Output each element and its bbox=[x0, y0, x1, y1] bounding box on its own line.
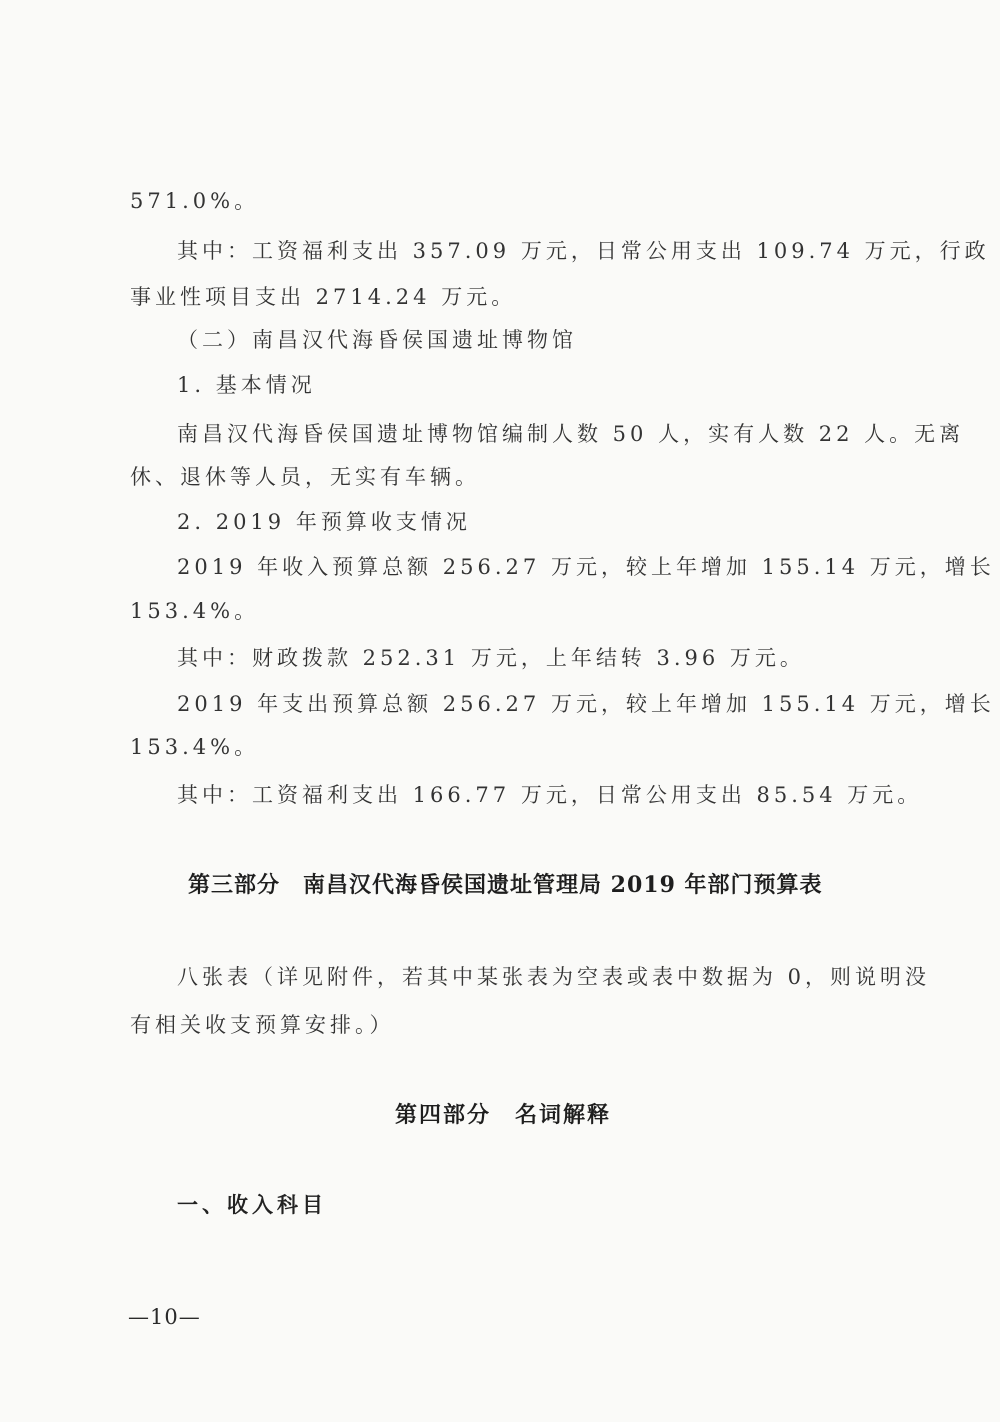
section-item-title: 2. 2019 年预算收支情况 bbox=[177, 510, 471, 534]
paragraph-line: 八张表（详见附件，若其中某张表为空表或表中数据为 0，则说明没 bbox=[177, 965, 931, 989]
section-item-title: 1. 基本情况 bbox=[177, 373, 316, 397]
paragraph-line: 休、退休等人员，无实有车辆。 bbox=[130, 465, 480, 489]
page-number: —10— bbox=[128, 1305, 201, 1329]
paragraph-line: 其中：财政拨款 252.31 万元，上年结转 3.96 万元。 bbox=[177, 646, 805, 670]
paragraph-line: 其中：工资福利支出 166.77 万元，日常公用支出 85.54 万元。 bbox=[177, 783, 923, 807]
paragraph-line: 2019 年收入预算总额 256.27 万元，较上年增加 155.14 万元，增长 bbox=[177, 555, 995, 579]
paragraph-line: 事业性项目支出 2714.24 万元。 bbox=[130, 285, 517, 309]
part4-subheading: 一、收入科目 bbox=[177, 1192, 327, 1217]
part4-heading: 第四部分 名词解释 bbox=[395, 1102, 612, 1128]
paragraph-line: 南昌汉代海昏侯国遗址博物馆编制人数 50 人，实有人数 22 人。无离 bbox=[177, 422, 965, 446]
paragraph-line: 有相关收支预算安排。） bbox=[130, 1013, 395, 1037]
paragraph-line: 153.4%。 bbox=[130, 599, 260, 623]
paragraph-line: 其中：工资福利支出 357.09 万元，日常公用支出 109.74 万元，行政 bbox=[177, 239, 990, 263]
section-title: （二）南昌汉代海昏侯国遗址博物馆 bbox=[177, 328, 577, 352]
part3-heading: 第三部分 南昌汉代海昏侯国遗址管理局 2019 年部门预算表 bbox=[188, 872, 823, 898]
paragraph-line: 153.4%。 bbox=[130, 735, 260, 759]
paragraph-line: 571.0%。 bbox=[130, 189, 260, 213]
paragraph-line: 2019 年支出预算总额 256.27 万元，较上年增加 155.14 万元，增长 bbox=[177, 692, 995, 716]
